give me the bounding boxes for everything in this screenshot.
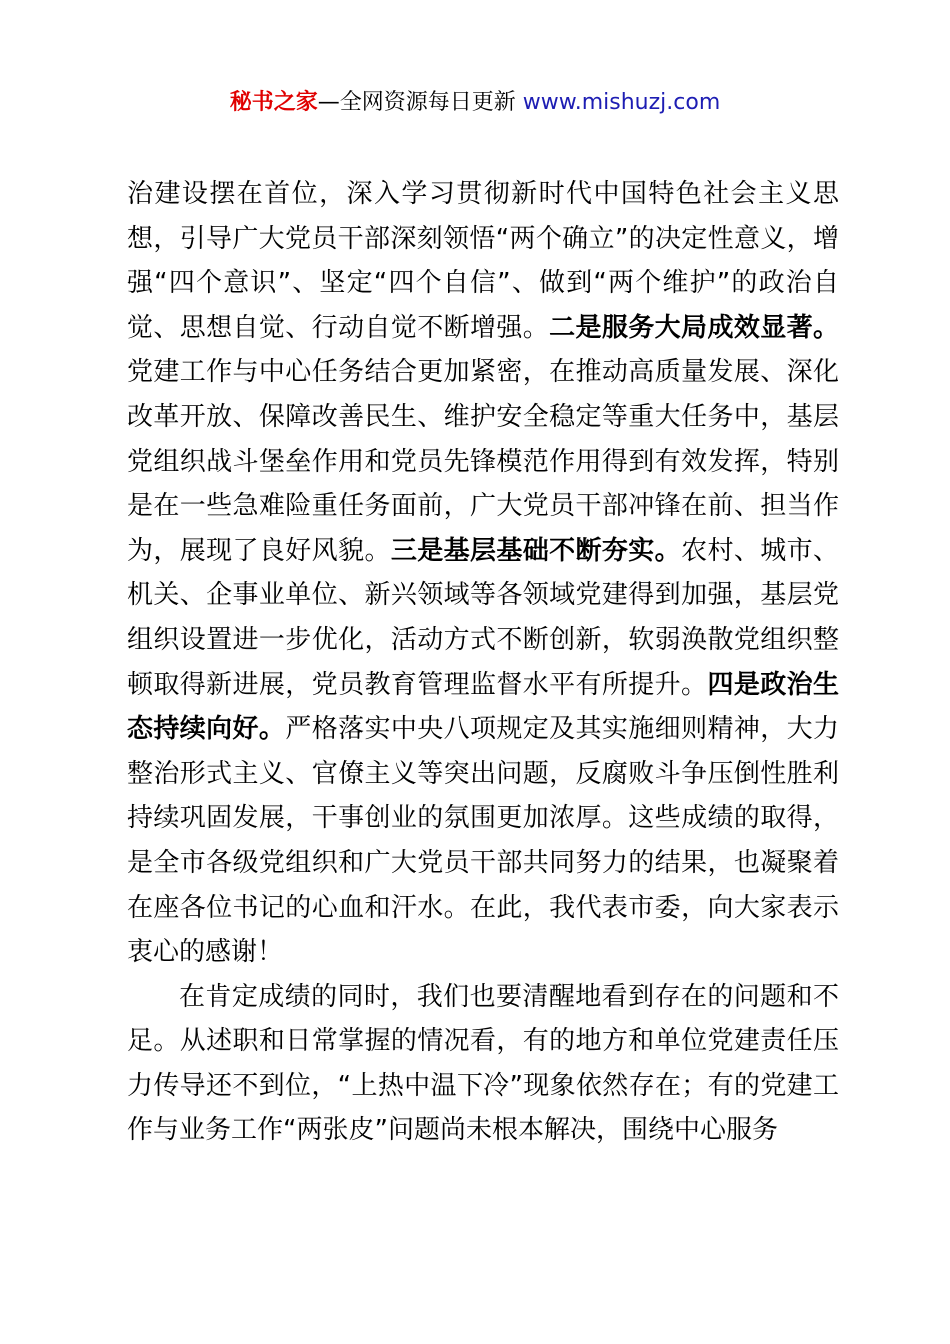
document-body: [127, 172, 839, 1153]
paragraph-2: [127, 975, 839, 1153]
text-run: 农村、城市、机关、企事业单位、新兴领域等各领域党建得到加强，基层党组织设置进一步优化，活动方式不断创新，软弱涣散党组织整顿取得新进展，党员教育管理监督水平有所提升。: [127, 535, 839, 700]
page-header: [0, 86, 950, 120]
header-tagline: —全网资源每日更新: [317, 90, 523, 115]
text-run: 党建工作与中心任务结合更加紧密，在推动高质量发展、深化改革开放、保障改善民生、维护安全稳定等重大任务中，基层党组织战斗堡垒作用和党员先锋模范作用得到有效发挥，特别是在一些急难险重任务面前，广大党员干部冲锋在前、担当作为，展现了良好风貌。: [127, 357, 839, 566]
bold-heading-2: 二是服务大局成效显著。: [549, 312, 839, 343]
text-run: 在肯定成绩的同时，我们也要清醒地看到存在的问题和不足。从述职和日常掌握的情况看，有的地方和单位党建责任压力传导还不到位，“上热中温下冷”现象依然存在；有的党建工作与业务工作“两张皮”问题尚未根本解决，围绕中心服务: [127, 981, 839, 1146]
bold-heading-4: 四是政治生态持续向好。: [127, 669, 839, 745]
website-url[interactable]: www.mishuzj.com: [522, 90, 721, 115]
text-run: 严格落实中央八项规定及其实施细则精神，大力整治形式主义、官僚主义等突出问题，反腐败斗争压倒性胜利持续巩固发展，干事创业的氛围更加浓厚。这些成绩的取得，是全市各级党组织和广大党员干部共同努力的结果，也凝聚着在座各位书记的心血和汗水。在此，我代表市委，向大家表示衷心的感谢！: [127, 714, 839, 968]
bold-heading-3: 三是基层基础不断夯实。: [390, 535, 682, 566]
paragraph-1: [127, 172, 839, 975]
text-run: 治建设摆在首位，深入学习贯彻新时代中国特色社会主义思想，引导广大党员干部深刻领悟“两个确立”的决定性意义，增强“四个意识”、坚定“四个自信”、做到“两个维护”的政治自觉、思想自觉、行动自觉不断增强。: [127, 179, 839, 343]
brand-name: 秘书之家: [229, 90, 318, 115]
